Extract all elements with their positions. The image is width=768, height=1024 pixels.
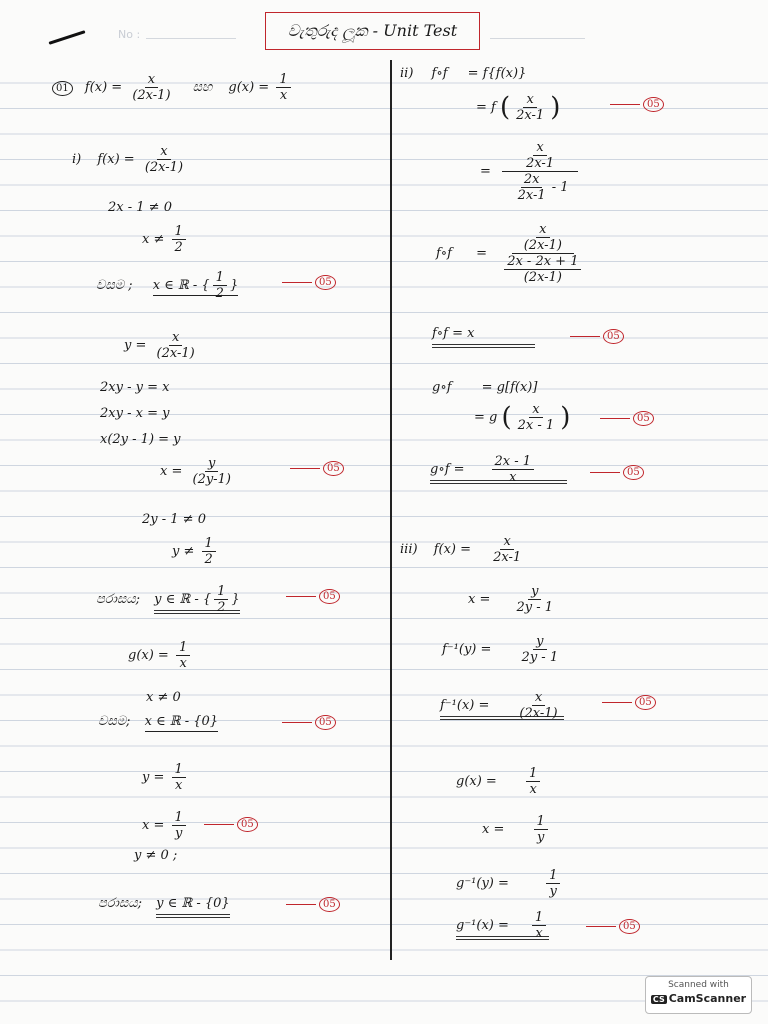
g-cond: x ≠ 0 <box>146 690 181 705</box>
mark-circle: 05 <box>237 817 258 832</box>
range-g-value: y ∈ ℝ - {0} <box>156 896 230 918</box>
q-f-frac <box>129 72 173 103</box>
c4-num: 1 <box>202 536 216 552</box>
camscanner-logo-icon: CS <box>652 994 665 1004</box>
finv-x-line <box>440 690 564 721</box>
cond-line-1: 2x - 1 ≠ 0 <box>108 200 172 215</box>
y-expr <box>124 330 201 361</box>
domain-den: 2 <box>215 286 224 301</box>
fof4-top-num: x <box>536 222 549 238</box>
question-line <box>52 72 294 103</box>
fof4-lhs: f∘f <box>436 246 452 261</box>
gy-den: x <box>174 778 183 793</box>
paren-open: ( <box>499 92 511 123</box>
iii-line <box>400 534 527 565</box>
ginv-y-lhs: g⁻¹(y) = <box>456 876 509 891</box>
gx-lhs: x = <box>142 818 165 833</box>
fof3-top-den: 2x-1 <box>526 156 555 171</box>
fof-compound <box>502 140 578 203</box>
fof3-minus: - 1 <box>551 180 569 195</box>
mark-circle: 05 <box>323 461 344 476</box>
fof-result-value: f∘f = x <box>432 326 535 348</box>
range-label: පරාසය; <box>96 592 141 607</box>
column-divider <box>390 60 392 960</box>
gx-den: y <box>174 826 183 841</box>
iii-x-frac <box>514 584 557 615</box>
fof4-bot-frac <box>504 254 581 285</box>
paren-close: ) <box>560 402 571 433</box>
gx-expr <box>142 810 189 841</box>
domain-frac <box>213 270 227 301</box>
fof-line-4 <box>436 222 590 285</box>
fof3-bot-frac <box>515 172 549 203</box>
c4-lhs: y ≠ <box>172 544 195 559</box>
finv-y-frac <box>519 634 562 665</box>
cond2-den: 2 <box>174 240 183 255</box>
f-num: x <box>157 144 170 160</box>
gy-expr <box>142 762 189 793</box>
fof4-top <box>512 222 574 254</box>
q-f-lhs: f(x) = <box>84 80 123 95</box>
mark-dash <box>586 926 616 927</box>
ginv-y-line <box>456 868 563 899</box>
mark-5 <box>204 814 258 833</box>
gof-eq1: = g[f(x)] <box>481 380 538 395</box>
cond-line-3: 2y - 1 ≠ 0 <box>142 512 206 527</box>
mark-4 <box>282 712 336 731</box>
q-g-lhs: g(x) = <box>228 80 270 95</box>
range-f <box>96 584 240 615</box>
mark-dash <box>282 722 312 723</box>
range-pre: y ∈ ℝ - { <box>154 592 212 607</box>
y-frac <box>154 330 198 361</box>
q-f-num: x <box>145 72 158 88</box>
range-num: 1 <box>214 584 228 600</box>
fof4-top-den: (2x-1) <box>523 238 562 253</box>
gy-cond: y ≠ 0 ; <box>134 848 178 863</box>
domain-g-value: x ∈ ℝ - {0} <box>145 714 219 732</box>
gof-eq2-frac <box>515 402 558 433</box>
gy-lhs: y = <box>142 770 165 785</box>
gof-result-value <box>430 454 567 485</box>
mark-circle: 05 <box>319 589 340 604</box>
domain-f-value <box>152 270 239 301</box>
mark-12 <box>586 916 640 935</box>
q-g-num: 1 <box>276 72 290 88</box>
mark-10 <box>590 462 644 481</box>
range-g <box>98 896 230 911</box>
iii-x-line <box>468 584 559 615</box>
g-num: 1 <box>176 640 190 656</box>
camscanner-name: CamScanner <box>668 992 747 1005</box>
fof-eq2-frac <box>513 92 547 123</box>
no-label: No : <box>118 28 141 41</box>
domain-post: } <box>229 278 239 293</box>
mark-circle: 05 <box>619 919 640 934</box>
range-post: } <box>231 592 240 607</box>
fof4-top-frac <box>521 222 565 253</box>
gof-res-frac <box>492 454 535 485</box>
iii-lhs: f(x) = <box>433 542 471 557</box>
iii-frac <box>490 534 524 565</box>
finv-y-line <box>442 634 564 665</box>
part-ii-label: ii) <box>400 66 414 81</box>
gdomain-label: වසම; <box>98 714 131 729</box>
no-line <box>146 38 236 39</box>
domain-num: 1 <box>213 270 227 286</box>
mark-circle: 05 <box>623 465 644 480</box>
g-frac <box>176 640 190 671</box>
mark-dash <box>204 824 234 825</box>
mark-dash <box>286 904 316 905</box>
y-num: x <box>169 330 182 346</box>
finv-x-lhs: f⁻¹(x) = <box>440 698 490 713</box>
mark-dash <box>610 104 640 105</box>
and-word: සහ <box>192 80 213 95</box>
g-den: x <box>179 656 187 671</box>
gof-lhs: g∘f <box>432 380 452 395</box>
q-f-den: (2x-1) <box>132 88 171 103</box>
domain-f <box>96 270 238 301</box>
g2-lhs: g(x) = <box>456 774 497 789</box>
fof4-bot-den: (2x-1) <box>523 270 562 285</box>
domain-g <box>98 714 218 729</box>
iii-x-den: 2y - 1 <box>516 600 554 615</box>
mark-3 <box>286 586 340 605</box>
g2-num: 1 <box>526 766 540 782</box>
finv-y-den: 2y - 1 <box>521 650 559 665</box>
domain-pre: x ∈ ℝ - { <box>152 278 210 293</box>
fof-eq2-pre: = f <box>476 100 496 115</box>
g2x-den: y <box>536 830 545 845</box>
ginv-y-frac <box>546 868 560 899</box>
eq-line-1: 2xy - y = x <box>100 380 170 395</box>
mark-11 <box>602 692 656 711</box>
iii-x-num: y <box>528 584 541 600</box>
date-line <box>490 38 585 39</box>
fof-eq2-den: 2x-1 <box>516 108 545 123</box>
cond-line-2 <box>142 224 189 255</box>
mark-6 <box>286 894 340 913</box>
equals: = <box>476 246 488 261</box>
gof-res-den: x <box>509 470 517 485</box>
mark-dash <box>282 282 312 283</box>
finv-x-frac <box>516 690 560 721</box>
mark-circle: 05 <box>635 695 656 710</box>
fof-eq1: = f{f(x)} <box>467 66 527 81</box>
mark-dash <box>290 468 320 469</box>
g2x-num: 1 <box>534 814 548 830</box>
mark-circle: 05 <box>643 97 664 112</box>
range-den: 2 <box>217 600 226 615</box>
cond2-frac <box>172 224 186 255</box>
mark-dash <box>570 336 600 337</box>
finv-y-lhs: f⁻¹(y) = <box>442 642 492 657</box>
question-number: 01 <box>52 81 73 96</box>
scanned-with-text: Scanned with <box>668 980 729 990</box>
gof-line-1 <box>432 380 537 395</box>
mark-7 <box>610 94 664 113</box>
q-g-den: x <box>279 88 288 103</box>
equals: = <box>480 164 491 179</box>
gof-eq2-den: 2x - 1 <box>517 418 555 433</box>
fof-compound-bot <box>509 172 572 203</box>
camscanner-badge <box>645 976 752 1014</box>
g2x-lhs: x = <box>482 822 505 837</box>
grange-label: පරාසය; <box>98 896 143 911</box>
mark-dash <box>602 702 632 703</box>
ginv-y-num: 1 <box>546 868 560 884</box>
g2-line <box>456 766 543 797</box>
g2x-frac <box>534 814 548 845</box>
fof4-bot <box>498 254 587 285</box>
eq-line-3: x(2y - 1) = y <box>100 432 181 447</box>
fof3-top-frac <box>523 140 557 171</box>
part-iii-label: iii) <box>400 542 418 557</box>
iii-num: x <box>500 534 513 550</box>
range-frac <box>214 584 228 615</box>
gx-num: 1 <box>172 810 186 826</box>
ginv-x-frac <box>532 910 546 941</box>
y-den: (2x-1) <box>156 346 195 361</box>
f-definition <box>72 144 189 175</box>
mark-1 <box>282 272 336 291</box>
g-lhs: g(x) = <box>128 648 169 663</box>
fof-line-2 <box>476 92 560 123</box>
gy-frac <box>172 762 186 793</box>
gof-eq2-pre: = g <box>474 410 498 425</box>
iii-den: 2x-1 <box>493 550 522 565</box>
gof-res-lhs: g∘f = <box>430 462 465 477</box>
g2x-line <box>482 814 551 845</box>
mark-circle: 05 <box>633 411 654 426</box>
mark-dash <box>590 472 620 473</box>
fof3-bot-den: 2x-1 <box>517 188 546 203</box>
camscanner-brand <box>646 992 751 1005</box>
c4-den: 2 <box>204 552 213 567</box>
x-expr <box>160 456 237 487</box>
q-g-frac <box>276 72 290 103</box>
mark-circle: 05 <box>315 715 336 730</box>
fof-compound-top <box>502 140 578 172</box>
fof-result <box>432 326 535 341</box>
iii-x-lhs: x = <box>468 592 491 607</box>
mark-dash <box>286 596 316 597</box>
finv-y-num: y <box>533 634 546 650</box>
ginv-x-value <box>456 910 549 941</box>
x-frac <box>190 456 234 487</box>
finv-x-value <box>440 690 564 721</box>
cond-line-4 <box>172 536 219 567</box>
y-lhs: y = <box>124 338 147 353</box>
f-lhs: f(x) = <box>97 152 135 167</box>
cond2-lhs: x ≠ <box>142 232 165 247</box>
title-text: වැතුරුද ලූක - Unit Test <box>287 21 458 40</box>
fof3-top-num: x <box>533 140 546 156</box>
fof4-bot-num: 2x - 2x + 1 <box>504 254 581 270</box>
mark-8 <box>570 326 624 345</box>
ginv-x-den: x <box>535 926 543 941</box>
gof-eq2-num: x <box>529 402 542 418</box>
page-title <box>265 12 480 50</box>
finv-x-num: x <box>532 690 545 706</box>
g2-frac <box>526 766 540 797</box>
gof-result <box>430 454 567 485</box>
c4-frac <box>202 536 216 567</box>
finv-x-den: (2x-1) <box>519 706 558 721</box>
mark-circle: 05 <box>319 897 340 912</box>
g2-den: x <box>529 782 537 797</box>
g-expr <box>128 640 193 671</box>
mark-circle: 05 <box>603 329 624 344</box>
mark-circle: 05 <box>315 275 336 290</box>
x-lhs: x = <box>160 464 183 479</box>
mark-dash <box>600 418 630 419</box>
x-den: (2y-1) <box>192 472 231 487</box>
range-f-value <box>154 584 240 615</box>
ginv-x-lhs: g⁻¹(x) = <box>456 918 509 933</box>
cond2-num: 1 <box>172 224 186 240</box>
fof-line-1 <box>400 66 526 81</box>
gx-frac <box>172 810 186 841</box>
mark-9 <box>600 408 654 427</box>
part-i-label: i) <box>72 152 82 167</box>
gof-res-num: 2x - 1 <box>492 454 535 470</box>
f-frac <box>142 144 186 175</box>
fof-line-3 <box>480 140 581 203</box>
ginv-x-line <box>456 910 549 941</box>
fof-lhs: f∘f <box>431 66 448 81</box>
gof-line-2 <box>474 402 570 433</box>
domain-label: වසම ; <box>96 278 133 293</box>
ginv-x-num: 1 <box>532 910 546 926</box>
paren-open: ( <box>501 402 512 433</box>
x-num: y <box>205 456 218 472</box>
f-den: (2x-1) <box>144 160 184 175</box>
ginv-y-den: y <box>549 884 557 899</box>
paren-close: ) <box>550 92 561 123</box>
gy-num: 1 <box>172 762 186 778</box>
mark-2 <box>290 458 344 477</box>
fof-eq2-num: x <box>523 92 536 108</box>
fof3-bot-num: 2x <box>521 172 543 188</box>
fof4-compound <box>498 222 587 285</box>
eq-line-2: 2xy - x = y <box>100 406 170 421</box>
